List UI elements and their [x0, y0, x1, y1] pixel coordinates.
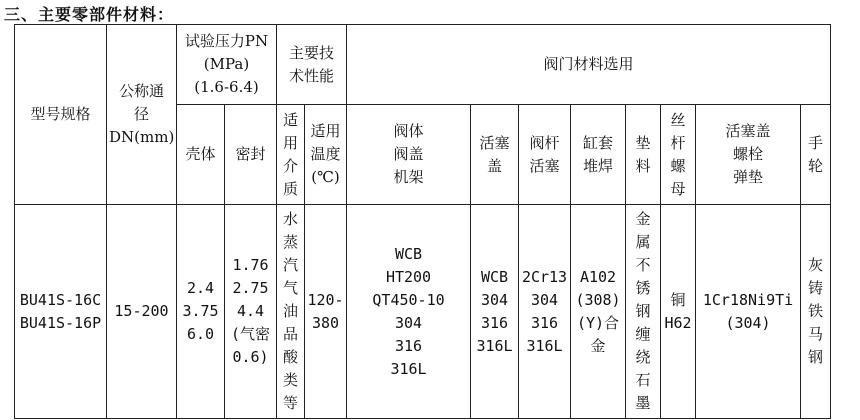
cell-piston: WCB 304 316 316L	[471, 205, 519, 419]
cell-cylinder: A102 (308) (Y)合 金	[571, 205, 626, 419]
cell-nut: 铜 H62	[661, 205, 696, 419]
header-stem: 阀杆 活塞	[519, 105, 571, 205]
header-model: 型号规格	[15, 25, 107, 205]
cell-body: WCB HT200 QT450-10 304 316 316L	[347, 205, 471, 419]
cell-gasket: 金 属 不 锈 钢 缠 绕 石 墨	[626, 205, 661, 419]
cell-seal: 1.76 2.75 4.4 (气密 0.6)	[225, 205, 277, 419]
cell-medium: 水 蒸 汽 气 油 品 酸 类 等	[277, 205, 305, 419]
header-cylinder: 缸套 堆焊	[571, 105, 626, 205]
cell-dn: 15-200	[107, 205, 177, 419]
header-nut: 丝 杆 螺 母	[661, 105, 696, 205]
header-material-group: 阀门材料选用	[347, 25, 831, 105]
header-gasket: 垫 料	[626, 105, 661, 205]
data-row	[15, 205, 831, 419]
header-body: 阀体 阀盖 机架	[347, 105, 471, 205]
header-pressure-group: 试验压力PN (MPa) (1.6-6.4)	[177, 25, 277, 105]
header-handwheel: 手 轮	[801, 105, 831, 205]
header-piston: 活塞 盖	[471, 105, 519, 205]
cell-shell: 2.4 3.75 6.0	[177, 205, 225, 419]
cell-model: BU41S-16C BU41S-16P	[15, 205, 107, 419]
header-row-1	[15, 25, 831, 105]
header-bolt: 活塞盖 螺栓 弹垫	[696, 105, 801, 205]
header-dn: 公称通 径 DN(mm)	[107, 25, 177, 205]
header-shell: 壳体	[177, 105, 225, 205]
cell-temperature: 120- 380	[305, 205, 347, 419]
header-seal: 密封	[225, 105, 277, 205]
cell-handwheel: 灰 铸 铁 马 钢	[801, 205, 831, 419]
header-performance-group: 主要技 术性能	[277, 25, 347, 105]
header-medium: 适 用 介 质	[277, 105, 305, 205]
section-heading: 三、主要零部件材料：	[4, 5, 175, 24]
header-temperature: 适用 温度 (℃)	[305, 105, 347, 205]
cell-bolt: 1Cr18Ni9Ti (304)	[696, 205, 801, 419]
cell-stem: 2Cr13 304 316 316L	[519, 205, 571, 419]
materials-table	[14, 24, 831, 419]
